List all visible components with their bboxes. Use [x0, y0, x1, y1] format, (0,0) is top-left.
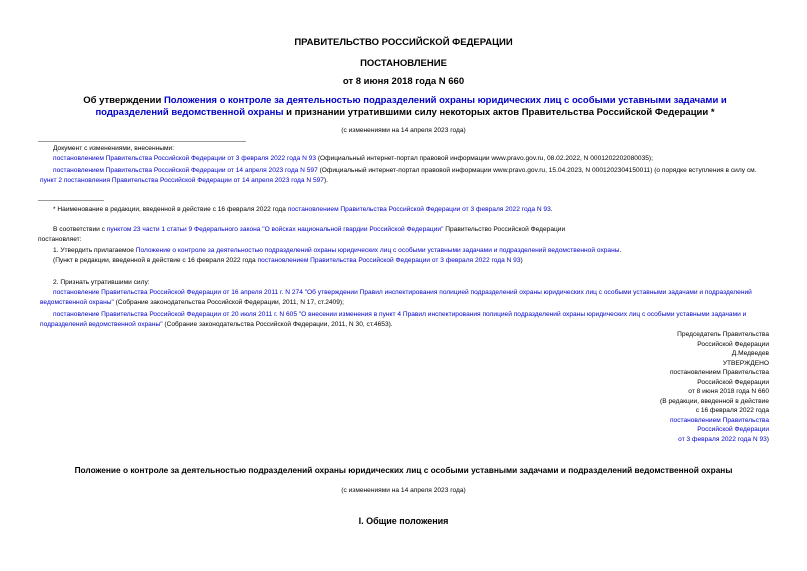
paragraph-1-note: [53, 256, 769, 266]
title-suffix: и признании утратившими силу некоторых актов Правительства Российской Федерации *: [283, 107, 715, 118]
approved-end: ): [766, 435, 769, 443]
approved-line-5: (В редакции, введенной в действие: [660, 397, 769, 405]
p1-note-end: ): [520, 257, 523, 264]
section-heading: I. Общие положения: [358, 516, 449, 526]
p1-note-link[interactable]: постановлением Правительства Российской Федерации от 3 февраля 2022 года N 93: [257, 257, 521, 264]
approved-link-2[interactable]: Российской Федерации: [697, 426, 769, 433]
approved-line-6: с 16 февраля 2022 года: [695, 407, 769, 414]
changes-note: (с изменениями на 14 апреля 2023 года): [341, 127, 466, 134]
repealed-act-1: [40, 288, 769, 307]
amendment-2-end: ).: [323, 176, 328, 184]
basis-end: Правительство Российской Федерации: [443, 226, 566, 233]
footnote-link[interactable]: постановлением Правительства Российской Федерации от 3 февраля 2022 года N 93: [287, 206, 551, 213]
amendment-item-2: [40, 166, 769, 185]
title-prefix: Об утверждении: [83, 95, 164, 106]
paragraph-2: 2. Признать утратившими силу:: [53, 279, 150, 286]
repealed-act-1-end: (Собрание законодательства Российской Федерации, 2011, N 17, ст.2409);: [113, 298, 344, 306]
approved-link-1[interactable]: постановлением Правительства: [669, 416, 769, 424]
regulation-changes-note: (с изменениями на 14 апреля 2023 года): [341, 487, 466, 494]
paragraph-1: [53, 246, 769, 256]
amendment-1-link[interactable]: постановлением Правительства Российской Федерации от 3 февраля 2022 года N 93: [53, 155, 317, 162]
regulation-title: Положение о контроле за деятельностью подразделений охраны юридических лиц с особыми уставными задачами и подразделений ведомственной охраны: [74, 465, 733, 475]
p1-end: .: [619, 247, 622, 254]
amendment-1-text: (Официальный интернет-портал правовой информации www.pravo.gov.ru, 08.02.2022, N 0001202202080035);: [316, 155, 653, 162]
p1-note-text: (Пункт в редакции, введенной в действие с 16 февраля 2022 года: [53, 257, 258, 264]
approved-line-1: УТВЕРЖДЕНО: [722, 359, 769, 367]
signature-line-2: Российской Федерации: [697, 340, 769, 348]
p1-text: 1. Утвердить прилагаемое: [53, 247, 136, 254]
amendment-2-text: (Официальный интернет-портал правовой информации www.pravo.gov.ru, 15.04.2023, N 0001202304150011) (о порядке вступления в силу см.: [317, 167, 757, 174]
repealed-act-1-link[interactable]: постановление Правительства Российской Федерации от 16 апреля 2011 г. N 274 "Об утверждении Правил инспектирования полицией подразделений охраны юридических лиц с особыми уставными задачами и подразделений ведомственной охраны": [40, 289, 752, 306]
repealed-act-2-end: (Собрание законодательства Российской Федерации, 2011, N 30, ст.4653).: [162, 320, 393, 328]
basis-text: В соответствии с: [53, 226, 107, 233]
approved-link-3[interactable]: от 3 февраля 2022 года N 93: [678, 435, 767, 443]
amendment-item-1: [53, 154, 769, 164]
divider: [38, 141, 246, 142]
document-title: [60, 95, 750, 119]
approved-line-4: от 8 июня 2018 года N 660: [688, 388, 769, 395]
paragraph-decree: постановляет:: [38, 236, 82, 243]
footnote-divider: [38, 200, 104, 201]
footnote-text: * Наименование в редакции, введенной в действие с 16 февраля 2022 года: [53, 206, 288, 213]
government-heading: ПРАВИТЕЛЬСТВО РОССИЙСКОЙ ФЕДЕРАЦИИ: [294, 37, 513, 48]
approved-line-2: постановлением Правительства: [669, 369, 769, 376]
regulation-link[interactable]: Положение о контроле за деятельностью подразделений охраны юридических лиц с особыми уставными задачами и подразделений ведомственной охраны: [135, 247, 620, 254]
doc-type-heading: ПОСТАНОВЛЕНИЕ: [360, 58, 447, 69]
amendment-2-link[interactable]: постановлением Правительства Российской Федерации от 14 апреля 2023 года N 597: [53, 167, 318, 174]
amendment-2-link2[interactable]: пункт 2 постановления Правительства Российской Федерации от 14 апреля 2023 года N 597: [40, 176, 324, 184]
date-number-heading: от 8 июня 2018 года N 660: [342, 76, 465, 87]
signature-line-1: Председатель Правительства: [677, 331, 769, 338]
paragraph-basis: [53, 225, 769, 235]
footnote-end: .: [550, 206, 553, 213]
repealed-act-2-link[interactable]: постановление Правительства Российской Федерации от 20 июля 2011 г. N 605 "О внесении изменения в пункт 4 Правил инспектирования полицией подразделений охраны юридических лиц с особыми уставными задачами и подразделений ведомственной охраны": [40, 311, 747, 328]
basis-law-link[interactable]: пунктом 23 части 1 статьи 9 Федерального закона "О войсках национальной гвардии Российской Федерации": [106, 226, 444, 233]
repealed-act-2: [40, 310, 769, 329]
signature-line-3: Д.Медведев: [731, 350, 769, 357]
footnote: [53, 205, 769, 215]
signature-block: [660, 330, 769, 444]
approved-line-3: Российской Федерации: [697, 378, 769, 386]
amendments-intro: Документ с изменениями, внесенными:: [53, 145, 175, 152]
title-link[interactable]: Положения о контроле за деятельностью подразделений охраны юридических лиц с особыми уставными задачами и подразделений ведомственной охраны: [95, 95, 727, 118]
